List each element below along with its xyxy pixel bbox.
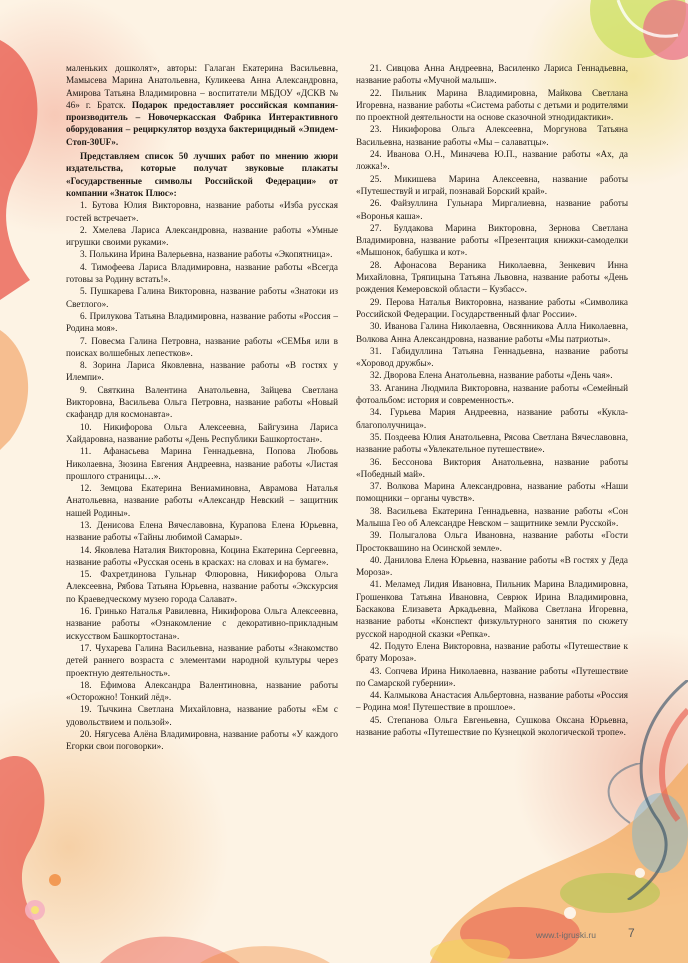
intro-text: маленьких дошколят», авторы: Галаган Екатерина Васильевна, Мамысева Марина Анатольевна, Куликеева Анна Александровна, Амирова Татьяна Владимировна – воспитатели МБДОУ «ДСКВ № 46» г. Братск. xyxy=(66,63,338,110)
list-item: 23. Никифорова Ольга Алексеевна, Моргунова Татьяна Васильевна, название работы «Мы – салаватцы». xyxy=(356,124,628,147)
list-item: 30. Иванова Галина Николаевна, Овсянникова Алла Николаевна, Волкова Анна Александровна, название работы «Мы патриоты». xyxy=(356,321,628,344)
list-item: 5. Пушкарева Галина Викторовна, название работы «Знатоки из Светлого». xyxy=(66,286,338,309)
right-column xyxy=(356,62,628,753)
list-item: 21. Сивцова Анна Андреевна, Василенко Лариса Геннадьевна, название работы «Мучной малыш». xyxy=(356,63,628,86)
gift-announcement: Подарок предоставляет российская компания-производитель – Новочеркасская Фабрика Интерактивного оборудования – рециркулятор воздуха бактерицидный «Эпидем-Стоп-30UF». xyxy=(66,99,338,147)
list-item: 38. Васильева Екатерина Геннадьевна, название работы «Сон Малыша Гео об Александре Невском – защитнике земли Русской». xyxy=(356,505,628,528)
list-item: 15. Фахретдинова Гульнар Флюровна, Никифорова Ольга Алексеевна, Рябова Татьяна Юрьевна, название работы «Экскурсия по Краеведческому музею города Салават». xyxy=(66,569,338,604)
list-item: 19. Тычкина Светлана Михайловна, название работы «Ем с удовольствием и пользой». xyxy=(66,704,338,727)
winners-list-right xyxy=(356,62,628,738)
list-heading: Представляем список 50 лучших работ по мнению жюри издательства, которые получат звуковые плакаты «Государственные символы Российской Федерации» от компании «Знаток Плюс»: xyxy=(66,151,338,198)
list-item: 36. Бессонова Виктория Анатольевна, название работы «Победный май». xyxy=(356,456,628,479)
page-number: 7 xyxy=(628,926,635,940)
list-item: 37. Волкова Марина Александровна, название работы «Наши помощники – органы чувств». xyxy=(356,481,628,504)
list-item: 10. Никифорова Ольга Алексеевна, Байгузина Лариса Хайдаровна, название работы «День Республики Башкортостан». xyxy=(66,421,338,444)
list-item: 13. Денисова Елена Вячеславовна, Курапова Елена Юрьевна, название работы «Тайны любимой Самары». xyxy=(66,519,338,543)
list-item: 17. Чухарева Галина Васильевна, название работы «Знакомство детей раннего возраста с элементами народной культуры через проектную деятельность». xyxy=(66,642,338,678)
list-item: 16. Гринько Наталья Равилевна, Никифорова Ольга Алексеевна, название работы «Ознакомление с декоративно-прикладным искусством Башкортостана». xyxy=(66,606,338,641)
list-item: 18. Ефимова Александра Валентиновна, название работы «Осторожно! Тонкий лёд». xyxy=(66,679,338,703)
list-item: 24. Иванова О.Н., Миначева Ю.П., название работы «Ах, да ложка!». xyxy=(356,149,628,172)
list-item: 6. Прилукова Татьяна Владимировна, название работы «Россия – Родина моя». xyxy=(66,310,338,334)
list-item: 43. Сопчева Ирина Николаевна, название работы «Путешествие по Самарской губернии». xyxy=(356,665,628,688)
list-item: 9. Святкина Валентина Анатольевна, Зайцева Светлана Викторовна, Васильева Ольга Петровна, название работы «Новый скафандр для космонавта». xyxy=(66,384,338,420)
list-item: 25. Микишева Марина Алексеевна, название работы «Путешествуй и играй, познавай Борский край». xyxy=(356,173,628,196)
list-item: 1. Бутова Юлия Викторовна, название работы «Изба русская гостей встречает». xyxy=(66,200,338,223)
list-item: 41. Меламед Лидия Ивановна, Пильник Марина Владимировна, Грошенкова Татьяна Ивановна, Севрюк Ирина Владимировна, Баскакова Елизавета Аркадьевна, Майкова Светлана Игоревна, название работы «Конспект физкультурного занятия по сюжету русской народной сказки «Репка». xyxy=(356,579,628,639)
list-item: 45. Степанова Ольга Евгеньевна, Сушкова Оксана Юрьевна, название работы «Путешествие по Кузнецкой экологической тропе». xyxy=(356,714,628,738)
list-item: 35. Поздеева Юлия Анатольевна, Рясова Светлана Вячеславовна, название работы «Увлекательное путешествие». xyxy=(356,431,628,455)
list-item: 22. Пильник Марина Владимировна, Майкова Светлана Игоревна, название работы «Система работы с детьми и родителями по проектной деятельности на основе сказочной этнодидактики». xyxy=(356,87,628,123)
list-item: 32. Дворова Елена Анатольевна, название работы «День чая». xyxy=(370,370,613,381)
list-item: 40. Данилова Елена Юрьевна, название работы «В гостях у Деда Мороза». xyxy=(356,554,628,578)
left-column xyxy=(66,62,338,753)
list-item: 28. Афонасова Вераника Николаевна, Зенкевич Инна Михайловна, Тряпицына Татьяна Львовна, название работы «День рождения Кемеровской области – Кузбасс». xyxy=(356,259,628,295)
list-item: 4. Тимофеева Лариса Владимировна, название работы «Всегда готовы за Родину встать!». xyxy=(66,261,338,285)
winners-list-left xyxy=(66,199,338,752)
list-item: 39. Полыгалова Ольга Ивановна, название работы «Гости Простоквашино на Осинской земле». xyxy=(356,530,628,553)
decorative-ornament-top-right xyxy=(558,0,688,70)
list-item: 3. Полькина Ирина Валерьевна, название работы «Экопятница». xyxy=(80,249,333,260)
list-item: 34. Гурьева Мария Андреевна, название работы «Кукла-благополучница». xyxy=(356,407,628,430)
list-item: 20. Нягусева Алёна Владимировна, название работы «У каждого Егорки свои поговорки». xyxy=(66,729,338,752)
list-item: 2. Хмелева Лариса Александровна, название работы «Умные игрушки своими руками». xyxy=(66,224,338,248)
list-item: 7. Повесма Галина Петровна, название работы «СЕМЬя или в поисках волшебных лепестков». xyxy=(66,335,338,358)
list-item: 12. Земцова Екатерина Вениаминовна, Аврамова Наталья Анатольевна, название работы «Александр Невский – защитник нашей Родины». xyxy=(66,483,338,518)
list-item: 26. Файзуллина Гульнара Миргалиевна, название работы «Воронья каша». xyxy=(356,198,628,221)
list-item: 27. Булдакова Марина Викторовна, Зернова Светлана Владимировна, название работы «Презентация книжки-самоделки «Мышонок, бабушка и кот». xyxy=(356,222,628,258)
list-item: 29. Перова Наталья Викторовна, название работы «Символика Российской Федерации. Государственный флаг России». xyxy=(356,296,628,319)
list-item: 44. Калмыкова Анастасия Альбертовна, название работы «Россия – Родина моя! Путешествие в прошлое». xyxy=(356,690,628,713)
list-item: 31. Габидуллина Татьяна Геннадьевна, название работы «Хоровод дружбы». xyxy=(356,345,628,369)
footer-url[interactable]: www.t-igruski.ru xyxy=(536,930,596,940)
list-item: 14. Яковлева Наталия Викторовна, Коцина Екатерина Сергеевна, название работы «Русская осень в красках: на словах и на бумаге». xyxy=(66,544,338,567)
list-item: 11. Афанасьева Марина Геннадьевна, Попова Любовь Николаевна, Зюзина Евгения Андреевна, название работы «Листая прошлого страницы…». xyxy=(66,446,338,481)
list-item: 33. Аганина Людмила Викторовна, название работы «Семейный фотоальбом: история и современность». xyxy=(356,382,628,406)
intro-paragraph xyxy=(66,62,338,148)
list-item: 42. Подуто Елена Викторовна, название работы «Путешествие к брату Мороза». xyxy=(356,640,628,664)
list-item: 8. Зорина Лариса Яковлевна, название работы «В гостях у Илемпи». xyxy=(66,360,338,383)
article-body xyxy=(66,62,628,753)
